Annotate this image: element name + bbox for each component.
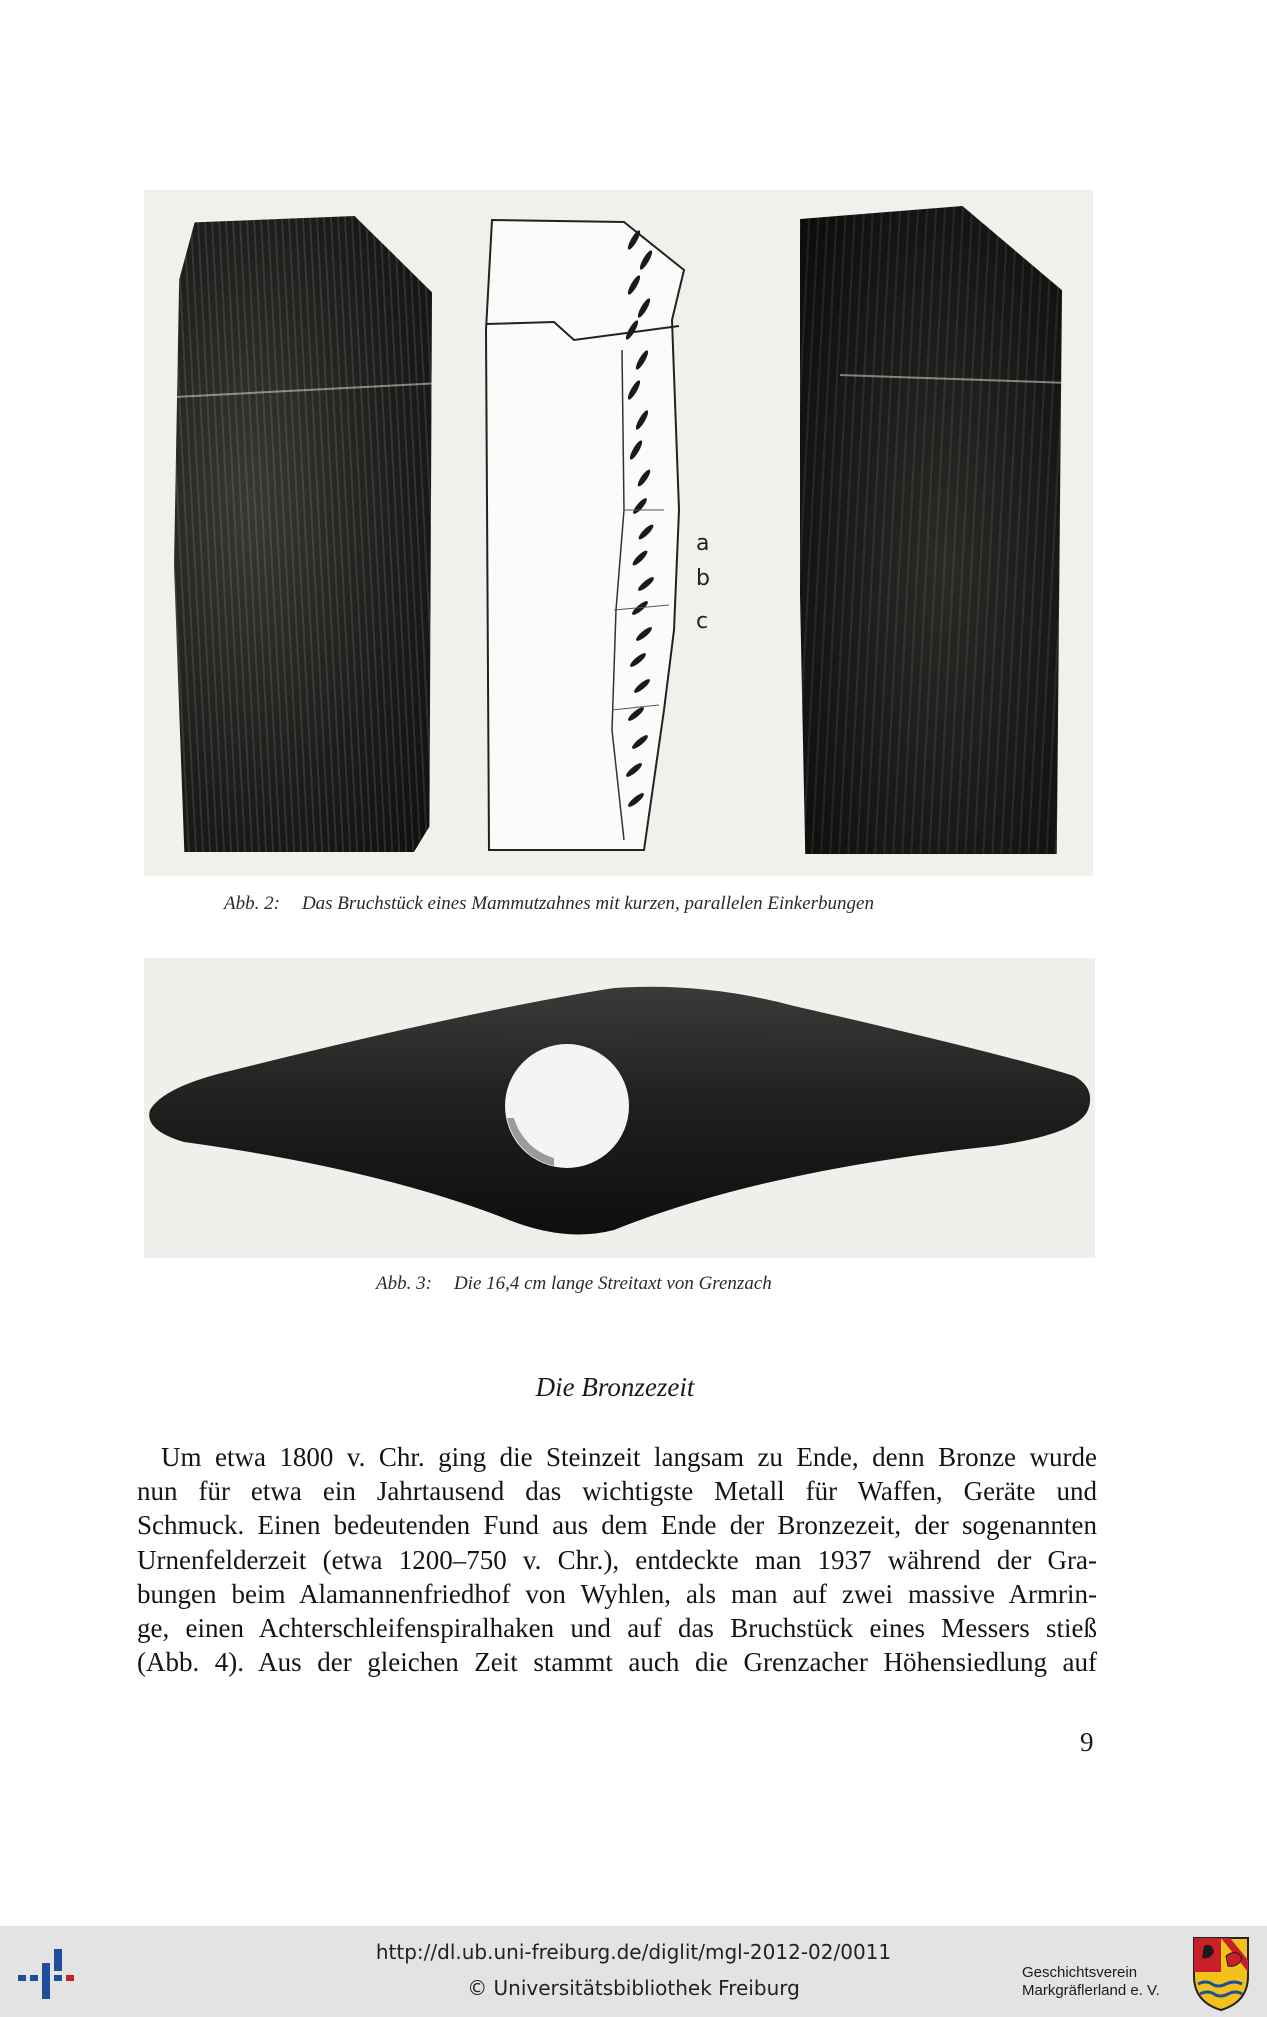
stone-axe-photo: [144, 958, 1095, 1258]
paragraph-line: Urnenfelderzeit (etwa 1200–750 v. Chr.), entdeckte man 1937 während der Gra-: [137, 1544, 1097, 1575]
association-name-line2: Markgräflerland e. V.: [1022, 1982, 1160, 1999]
drawing-label-c: c: [696, 609, 709, 634]
association-name: [1022, 1964, 1160, 2000]
figure-2-image: [144, 190, 1093, 876]
page-number: 9: [1080, 1727, 1094, 1757]
figure-2-caption-text: Das Bruchstück eines Mammutzahnes mit kurzen, parallelen Einkerbungen: [301, 893, 874, 914]
paragraph-line: bungen beim Alamannenfriedhof von Wyhlen, als man auf zwei massive Armrin-: [137, 1578, 1097, 1609]
mammoth-tusk-line-drawing: [474, 210, 764, 860]
body-paragraph: [137, 1440, 1097, 1679]
section-heading: Die Bronzezeit: [535, 1372, 695, 1402]
paragraph-line: nun für etwa ein Jahrtausend das wichtigste Metall für Waffen, Geräte und: [137, 1476, 1097, 1507]
drawing-label-b: b: [696, 566, 710, 591]
mammoth-tusk-photo-right: [800, 206, 1062, 854]
association-name-line1: Geschichtsverein: [1022, 1964, 1138, 1981]
paragraph-line: ge, einen Achterschleifenspiralhaken und auf das Bruchstück eines Messers stieß: [137, 1612, 1097, 1643]
figure-3-caption-label: Abb. 3:: [376, 1273, 432, 1294]
figure-2-caption: [224, 893, 874, 915]
drawing-label-a: a: [696, 531, 710, 556]
figure-3-caption-text: Die 16,4 cm lange Streitaxt von Grenzach: [453, 1273, 772, 1294]
figure-3-caption: [376, 1273, 772, 1295]
figure-3-image: [144, 958, 1095, 1258]
coat-of-arms-icon[interactable]: [1192, 1936, 1250, 2012]
figure-2-caption-label: Abb. 2:: [224, 893, 280, 914]
paragraph-line: (Abb. 4). Aus der gleichen Zeit stammt auch die Grenzacher Höhensiedlung auf: [137, 1647, 1097, 1678]
mammoth-tusk-photo-left: [174, 216, 432, 852]
footer-url-link[interactable]: http://dl.ub.uni-freiburg.de/diglit/mgl-2012-02/0011: [375, 1940, 892, 1964]
footer-bar: [0, 1926, 1267, 2017]
paragraph-line: Schmuck. Einen bedeutenden Fund aus dem Ende der Bronzezeit, der sogenannten: [137, 1510, 1097, 1541]
paragraph-line: Um etwa 1800 v. Chr. ging die Steinzeit langsam zu Ende, denn Bronze wurde: [161, 1442, 1097, 1472]
footer-copyright: © Universitätsbibliothek Freiburg: [467, 1976, 800, 2000]
